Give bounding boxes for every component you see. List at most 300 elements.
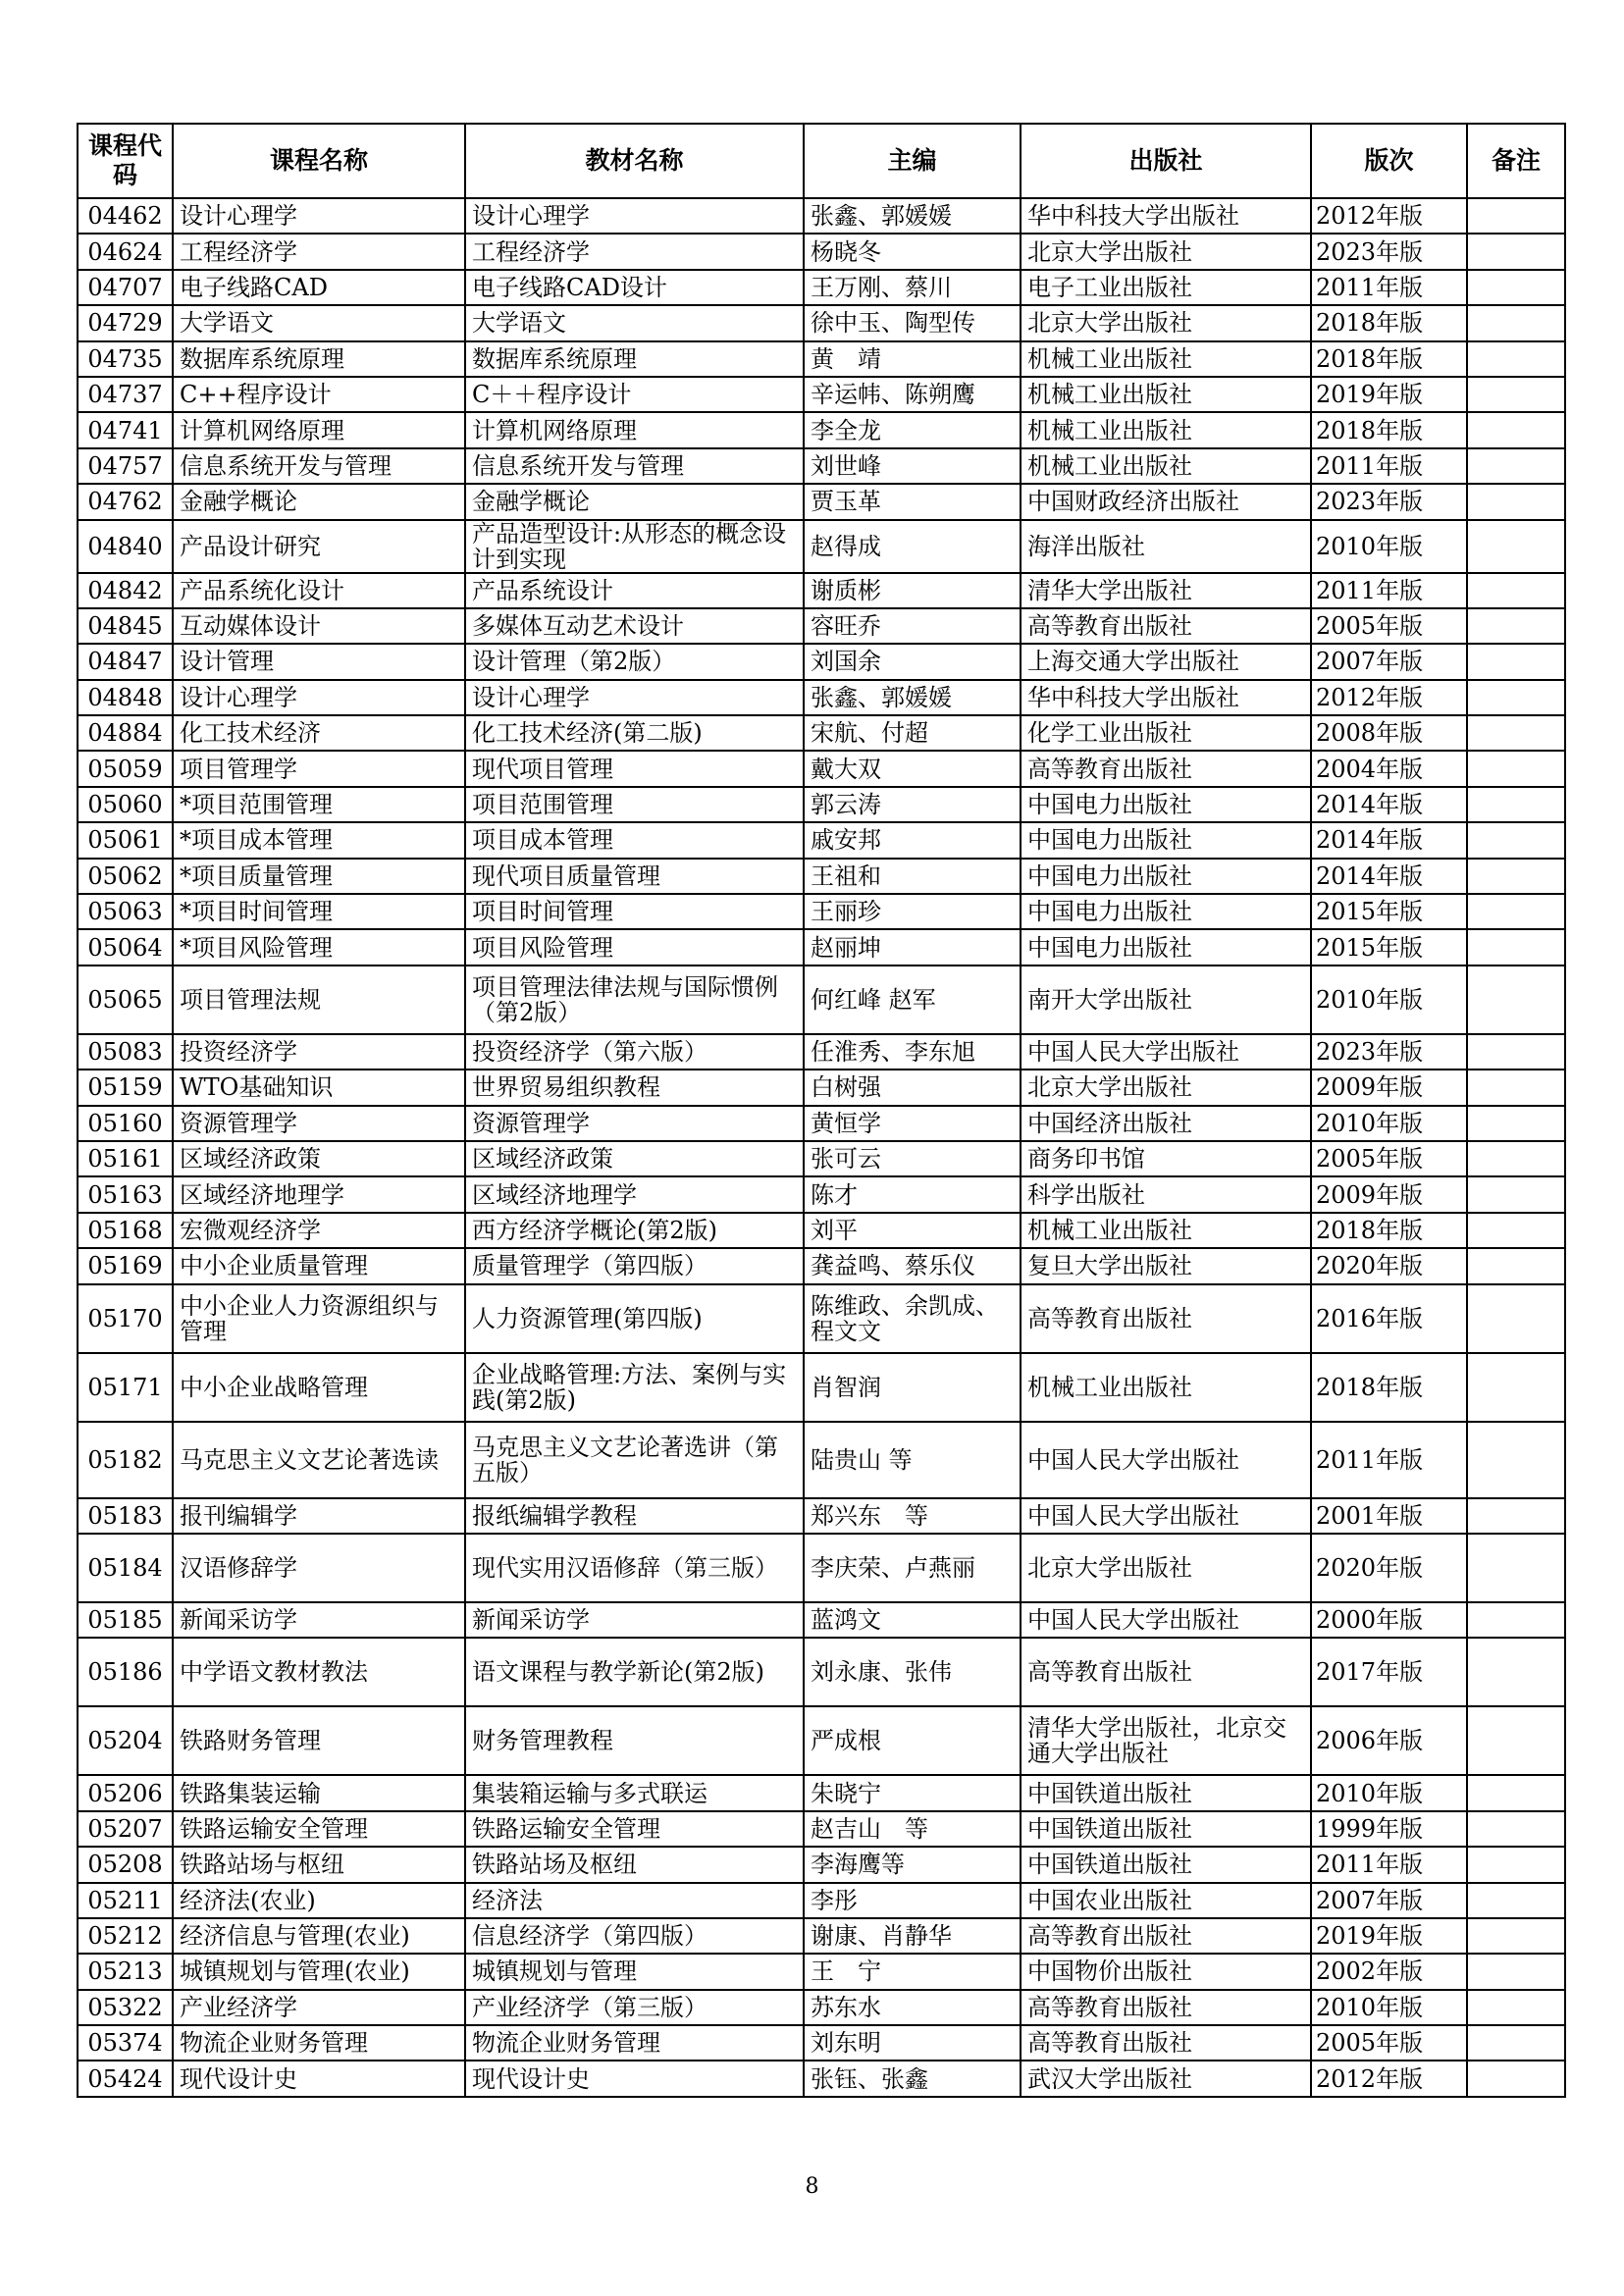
edition-cell: 2014年版: [1311, 822, 1467, 858]
editor-cell: 辛运帏、陈朔鹰: [804, 377, 1021, 412]
textbook-table: [77, 123, 1566, 2098]
textbook-name-cell: 西方经济学概论(第2版): [465, 1213, 804, 1248]
edition-cell: 2012年版: [1311, 2061, 1467, 2096]
course-name-cell: 区域经济政策: [173, 1141, 465, 1176]
course-code-cell: 04845: [78, 608, 173, 644]
table-row: [78, 1883, 1565, 1918]
course-name-cell: 项目管理法规: [173, 965, 465, 1034]
editor-cell: 刘平: [804, 1213, 1021, 1248]
textbook-name-cell: 现代项目管理: [465, 751, 804, 786]
course-code-cell: 05171: [78, 1353, 173, 1422]
textbook-name-cell: 企业战略管理:方法、案例与实践(第2版): [465, 1353, 804, 1422]
course-code-cell: 05064: [78, 929, 173, 965]
remark-cell: [1467, 1954, 1565, 1989]
edition-cell: 2006年版: [1311, 1706, 1467, 1775]
remark-cell: [1467, 1534, 1565, 1602]
course-code-cell: 05204: [78, 1706, 173, 1775]
course-name-cell: 新闻采访学: [173, 1602, 465, 1638]
course-code-cell: 05186: [78, 1638, 173, 1706]
editor-cell: 赵吉山 等: [804, 1811, 1021, 1847]
edition-cell: 2018年版: [1311, 341, 1467, 377]
publisher-cell: 中国物价出版社: [1021, 1954, 1311, 1989]
table-row: [78, 1498, 1565, 1534]
table-row: [78, 1284, 1565, 1353]
edition-cell: 2011年版: [1311, 448, 1467, 484]
course-name-cell: *项目风险管理: [173, 929, 465, 965]
publisher-cell: 中国电力出版社: [1021, 822, 1311, 858]
textbook-name-cell: 报纸编辑学教程: [465, 1498, 804, 1534]
publisher-cell: 中国经济出版社: [1021, 1106, 1311, 1141]
remark-cell: [1467, 1034, 1565, 1070]
header-course-name: 课程名称: [173, 124, 465, 198]
editor-cell: 王丽珍: [804, 894, 1021, 929]
textbook-name-cell: 信息系统开发与管理: [465, 448, 804, 484]
editor-cell: 郑兴东 等: [804, 1498, 1021, 1534]
course-code-cell: 05062: [78, 859, 173, 894]
remark-cell: [1467, 644, 1565, 679]
course-name-cell: 经济信息与管理(农业): [173, 1918, 465, 1954]
textbook-name-cell: 新闻采访学: [465, 1602, 804, 1638]
editor-cell: 陆贵山 等: [804, 1422, 1021, 1498]
table-row: [78, 520, 1565, 573]
course-name-cell: *项目范围管理: [173, 787, 465, 822]
course-code-cell: 04729: [78, 305, 173, 340]
remark-cell: [1467, 787, 1565, 822]
edition-cell: 2007年版: [1311, 644, 1467, 679]
editor-cell: 宋航、付超: [804, 715, 1021, 751]
edition-cell: 2001年版: [1311, 1498, 1467, 1534]
edition-cell: 2010年版: [1311, 1990, 1467, 2025]
course-code-cell: 04735: [78, 341, 173, 377]
remark-cell: [1467, 859, 1565, 894]
textbook-name-cell: 设计心理学: [465, 680, 804, 715]
table-row: [78, 1248, 1565, 1283]
editor-cell: 王 宁: [804, 1954, 1021, 1989]
publisher-cell: 化学工业出版社: [1021, 715, 1311, 751]
editor-cell: 黄恒学: [804, 1106, 1021, 1141]
course-name-cell: C++程序设计: [173, 377, 465, 412]
remark-cell: [1467, 573, 1565, 608]
course-code-cell: 05160: [78, 1106, 173, 1141]
editor-cell: 肖智润: [804, 1353, 1021, 1422]
textbook-name-cell: 大学语文: [465, 305, 804, 340]
remark-cell: [1467, 1775, 1565, 1810]
publisher-cell: 北京大学出版社: [1021, 1534, 1311, 1602]
publisher-cell: 机械工业出版社: [1021, 341, 1311, 377]
course-code-cell: 05206: [78, 1775, 173, 1810]
course-code-cell: 04757: [78, 448, 173, 484]
textbook-name-cell: 产品系统设计: [465, 573, 804, 608]
course-name-cell: 投资经济学: [173, 1034, 465, 1070]
textbook-name-cell: 数据库系统原理: [465, 341, 804, 377]
editor-cell: 任淮秀、李东旭: [804, 1034, 1021, 1070]
remark-cell: [1467, 270, 1565, 305]
edition-cell: 2023年版: [1311, 234, 1467, 269]
editor-cell: 李全龙: [804, 412, 1021, 447]
table-row: [78, 859, 1565, 894]
table-row: [78, 1353, 1565, 1422]
table-row: [78, 412, 1565, 447]
course-code-cell: 05322: [78, 1990, 173, 2025]
publisher-cell: 南开大学出版社: [1021, 965, 1311, 1034]
remark-cell: [1467, 822, 1565, 858]
textbook-name-cell: 区域经济地理学: [465, 1176, 804, 1212]
course-name-cell: 产品设计研究: [173, 520, 465, 573]
table-body: [78, 198, 1565, 2097]
textbook-name-cell: 现代实用汉语修辞（第三版）: [465, 1534, 804, 1602]
course-code-cell: 05169: [78, 1248, 173, 1283]
remark-cell: [1467, 1990, 1565, 2025]
table-row: [78, 341, 1565, 377]
publisher-cell: 华中科技大学出版社: [1021, 680, 1311, 715]
remark-cell: [1467, 1106, 1565, 1141]
editor-cell: 李庆荣、卢燕丽: [804, 1534, 1021, 1602]
course-name-cell: 马克思主义文艺论著选读: [173, 1422, 465, 1498]
publisher-cell: 清华大学出版社: [1021, 573, 1311, 608]
edition-cell: 2000年版: [1311, 1602, 1467, 1638]
course-name-cell: 汉语修辞学: [173, 1534, 465, 1602]
editor-cell: 张鑫、郭媛媛: [804, 680, 1021, 715]
remark-cell: [1467, 305, 1565, 340]
textbook-name-cell: 集装箱运输与多式联运: [465, 1775, 804, 1810]
course-code-cell: 05213: [78, 1954, 173, 1989]
course-name-cell: 金融学概论: [173, 484, 465, 519]
publisher-cell: 武汉大学出版社: [1021, 2061, 1311, 2096]
course-name-cell: 铁路运输安全管理: [173, 1811, 465, 1847]
remark-cell: [1467, 520, 1565, 573]
edition-cell: 2005年版: [1311, 1141, 1467, 1176]
course-name-cell: 设计心理学: [173, 680, 465, 715]
textbook-name-cell: 城镇规划与管理: [465, 1954, 804, 1989]
remark-cell: [1467, 484, 1565, 519]
remark-cell: [1467, 2025, 1565, 2061]
course-code-cell: 05161: [78, 1141, 173, 1176]
editor-cell: 郭云涛: [804, 787, 1021, 822]
table-row: [78, 965, 1565, 1034]
publisher-cell: 复旦大学出版社: [1021, 1248, 1311, 1283]
table-row: [78, 608, 1565, 644]
course-code-cell: 05061: [78, 822, 173, 858]
edition-cell: 2016年版: [1311, 1284, 1467, 1353]
table-row: [78, 377, 1565, 412]
course-code-cell: 05065: [78, 965, 173, 1034]
editor-cell: 黄 靖: [804, 341, 1021, 377]
publisher-cell: 中国人民大学出版社: [1021, 1498, 1311, 1534]
remark-cell: [1467, 198, 1565, 234]
remark-cell: [1467, 1847, 1565, 1882]
remark-cell: [1467, 751, 1565, 786]
course-code-cell: 05424: [78, 2061, 173, 2096]
course-name-cell: 中小企业质量管理: [173, 1248, 465, 1283]
editor-cell: 赵得成: [804, 520, 1021, 573]
publisher-cell: 北京大学出版社: [1021, 234, 1311, 269]
remark-cell: [1467, 1706, 1565, 1775]
course-code-cell: 04762: [78, 484, 173, 519]
editor-cell: 张鑫、郭媛媛: [804, 198, 1021, 234]
edition-cell: 2005年版: [1311, 2025, 1467, 2061]
page-number: 8: [805, 2174, 819, 2199]
editor-cell: 刘东明: [804, 2025, 1021, 2061]
remark-cell: [1467, 1498, 1565, 1534]
publisher-cell: 电子工业出版社: [1021, 270, 1311, 305]
course-name-cell: 铁路站场与枢纽: [173, 1847, 465, 1882]
editor-cell: 严成根: [804, 1706, 1021, 1775]
editor-cell: 李彤: [804, 1883, 1021, 1918]
editor-cell: 张钰、张鑫: [804, 2061, 1021, 2096]
edition-cell: 2010年版: [1311, 1106, 1467, 1141]
editor-cell: 杨晓冬: [804, 234, 1021, 269]
edition-cell: 2008年版: [1311, 715, 1467, 751]
publisher-cell: 中国铁道出版社: [1021, 1847, 1311, 1882]
course-name-cell: 报刊编辑学: [173, 1498, 465, 1534]
edition-cell: 2009年版: [1311, 1070, 1467, 1105]
table-row: [78, 1534, 1565, 1602]
edition-cell: 2018年版: [1311, 1213, 1467, 1248]
publisher-cell: 高等教育出版社: [1021, 1918, 1311, 1954]
table-row: [78, 680, 1565, 715]
course-name-cell: 产品系统化设计: [173, 573, 465, 608]
course-name-cell: 化工技术经济: [173, 715, 465, 751]
remark-cell: [1467, 680, 1565, 715]
edition-cell: 2020年版: [1311, 1248, 1467, 1283]
textbook-name-cell: 质量管理学（第四版）: [465, 1248, 804, 1283]
publisher-cell: 商务印书馆: [1021, 1141, 1311, 1176]
course-code-cell: 05207: [78, 1811, 173, 1847]
textbook-name-cell: 世界贸易组织教程: [465, 1070, 804, 1105]
remark-cell: [1467, 341, 1565, 377]
edition-cell: 2010年版: [1311, 965, 1467, 1034]
remark-cell: [1467, 715, 1565, 751]
remark-cell: [1467, 1176, 1565, 1212]
course-name-cell: WTO基础知识: [173, 1070, 465, 1105]
textbook-name-cell: 投资经济学（第六版）: [465, 1034, 804, 1070]
table-row: [78, 751, 1565, 786]
table-row: [78, 1213, 1565, 1248]
editor-cell: 徐中玉、陶型传: [804, 305, 1021, 340]
table-row: [78, 715, 1565, 751]
edition-cell: 2014年版: [1311, 859, 1467, 894]
course-name-cell: 产业经济学: [173, 1990, 465, 2025]
publisher-cell: 高等教育出版社: [1021, 608, 1311, 644]
course-name-cell: 数据库系统原理: [173, 341, 465, 377]
edition-cell: 2012年版: [1311, 198, 1467, 234]
remark-cell: [1467, 1284, 1565, 1353]
course-name-cell: 项目管理学: [173, 751, 465, 786]
textbook-name-cell: 铁路站场及枢纽: [465, 1847, 804, 1882]
edition-cell: 2007年版: [1311, 1883, 1467, 1918]
publisher-cell: 中国财政经济出版社: [1021, 484, 1311, 519]
table-row: [78, 2025, 1565, 2061]
publisher-cell: 机械工业出版社: [1021, 377, 1311, 412]
table-row: [78, 1070, 1565, 1105]
course-name-cell: 经济法(农业): [173, 1883, 465, 1918]
table-row: [78, 894, 1565, 929]
remark-cell: [1467, 377, 1565, 412]
edition-cell: 2018年版: [1311, 412, 1467, 447]
editor-cell: 张可云: [804, 1141, 1021, 1176]
edition-cell: 2023年版: [1311, 484, 1467, 519]
edition-cell: 2012年版: [1311, 680, 1467, 715]
table-row: [78, 822, 1565, 858]
editor-cell: 陈维政、余凯成、程文文: [804, 1284, 1021, 1353]
publisher-cell: 中国人民大学出版社: [1021, 1034, 1311, 1070]
course-code-cell: 05184: [78, 1534, 173, 1602]
editor-cell: 赵丽坤: [804, 929, 1021, 965]
editor-cell: 苏东水: [804, 1990, 1021, 2025]
textbook-name-cell: 现代设计史: [465, 2061, 804, 2096]
table-row: [78, 484, 1565, 519]
course-name-cell: 城镇规划与管理(农业): [173, 1954, 465, 1989]
publisher-cell: 中国人民大学出版社: [1021, 1602, 1311, 1638]
editor-cell: 刘永康、张伟: [804, 1638, 1021, 1706]
course-name-cell: 现代设计史: [173, 2061, 465, 2096]
edition-cell: 2010年版: [1311, 1775, 1467, 1810]
editor-cell: 朱晓宁: [804, 1775, 1021, 1810]
course-code-cell: 04624: [78, 234, 173, 269]
publisher-cell: 机械工业出版社: [1021, 1213, 1311, 1248]
publisher-cell: 北京大学出版社: [1021, 305, 1311, 340]
remark-cell: [1467, 1070, 1565, 1105]
textbook-name-cell: 产品造型设计:从形态的概念设计到实现: [465, 520, 804, 573]
editor-cell: 容旺乔: [804, 608, 1021, 644]
course-code-cell: 05168: [78, 1213, 173, 1248]
textbook-name-cell: 产业经济学（第三版）: [465, 1990, 804, 2025]
edition-cell: 2018年版: [1311, 305, 1467, 340]
edition-cell: 2011年版: [1311, 1422, 1467, 1498]
course-name-cell: 铁路集装运输: [173, 1775, 465, 1810]
course-name-cell: 工程经济学: [173, 234, 465, 269]
course-name-cell: 信息系统开发与管理: [173, 448, 465, 484]
table-row: [78, 1602, 1565, 1638]
textbook-name-cell: 金融学概论: [465, 484, 804, 519]
table-row: [78, 787, 1565, 822]
course-code-cell: 05170: [78, 1284, 173, 1353]
textbook-name-cell: 语文课程与教学新论(第2版): [465, 1638, 804, 1706]
textbook-name-cell: 铁路运输安全管理: [465, 1811, 804, 1847]
remark-cell: [1467, 234, 1565, 269]
table-row: [78, 1176, 1565, 1212]
publisher-cell: 机械工业出版社: [1021, 448, 1311, 484]
course-name-cell: 计算机网络原理: [173, 412, 465, 447]
table-row: [78, 929, 1565, 965]
remark-cell: [1467, 1422, 1565, 1498]
textbook-name-cell: 区域经济政策: [465, 1141, 804, 1176]
remark-cell: [1467, 1811, 1565, 1847]
edition-cell: 2002年版: [1311, 1954, 1467, 1989]
edition-cell: 2018年版: [1311, 1353, 1467, 1422]
course-name-cell: 资源管理学: [173, 1106, 465, 1141]
textbook-name-cell: 项目成本管理: [465, 822, 804, 858]
edition-cell: 2010年版: [1311, 520, 1467, 573]
table-row: [78, 573, 1565, 608]
edition-cell: 2023年版: [1311, 1034, 1467, 1070]
table-row: [78, 1954, 1565, 1989]
edition-cell: 2019年版: [1311, 377, 1467, 412]
textbook-name-cell: 设计管理（第2版）: [465, 644, 804, 679]
publisher-cell: 中国铁道出版社: [1021, 1811, 1311, 1847]
publisher-cell: 高等教育出版社: [1021, 1284, 1311, 1353]
course-name-cell: 互动媒体设计: [173, 608, 465, 644]
publisher-cell: 中国电力出版社: [1021, 894, 1311, 929]
course-name-cell: 中小企业战略管理: [173, 1353, 465, 1422]
editor-cell: 戚安邦: [804, 822, 1021, 858]
course-code-cell: 04884: [78, 715, 173, 751]
remark-cell: [1467, 412, 1565, 447]
publisher-cell: 科学出版社: [1021, 1176, 1311, 1212]
header-row: [78, 124, 1565, 198]
textbook-name-cell: 多媒体互动艺术设计: [465, 608, 804, 644]
table-row: [78, 448, 1565, 484]
course-code-cell: 04462: [78, 198, 173, 234]
header-remark: 备注: [1467, 124, 1565, 198]
publisher-cell: 高等教育出版社: [1021, 1638, 1311, 1706]
edition-cell: 2004年版: [1311, 751, 1467, 786]
publisher-cell: 上海交通大学出版社: [1021, 644, 1311, 679]
course-code-cell: 04840: [78, 520, 173, 573]
publisher-cell: 中国电力出版社: [1021, 859, 1311, 894]
course-code-cell: 05060: [78, 787, 173, 822]
edition-cell: 2009年版: [1311, 1176, 1467, 1212]
course-name-cell: *项目质量管理: [173, 859, 465, 894]
course-name-cell: 区域经济地理学: [173, 1176, 465, 1212]
course-name-cell: 物流企业财务管理: [173, 2025, 465, 2061]
edition-cell: 2005年版: [1311, 608, 1467, 644]
textbook-name-cell: 现代项目质量管理: [465, 859, 804, 894]
course-code-cell: 05063: [78, 894, 173, 929]
textbook-name-cell: 物流企业财务管理: [465, 2025, 804, 2061]
table-row: [78, 1034, 1565, 1070]
course-name-cell: 中小企业人力资源组织与管理: [173, 1284, 465, 1353]
course-code-cell: 04741: [78, 412, 173, 447]
editor-cell: 龚益鸣、蔡乐仪: [804, 1248, 1021, 1283]
textbook-name-cell: 经济法: [465, 1883, 804, 1918]
course-code-cell: 05182: [78, 1422, 173, 1498]
course-code-cell: 04707: [78, 270, 173, 305]
course-name-cell: 中学语文教材教法: [173, 1638, 465, 1706]
textbook-name-cell: 人力资源管理(第四版): [465, 1284, 804, 1353]
editor-cell: 王万刚、蔡川: [804, 270, 1021, 305]
header-editor: 主编: [804, 124, 1021, 198]
header-course-code: 课程代码: [78, 124, 173, 198]
publisher-cell: 机械工业出版社: [1021, 412, 1311, 447]
table-row: [78, 270, 1565, 305]
textbook-name-cell: 项目范围管理: [465, 787, 804, 822]
table-row: [78, 1918, 1565, 1954]
publisher-cell: 中国电力出版社: [1021, 787, 1311, 822]
course-code-cell: 05163: [78, 1176, 173, 1212]
course-code-cell: 04847: [78, 644, 173, 679]
table-row: [78, 1847, 1565, 1882]
table-row: [78, 1775, 1565, 1810]
table-row: [78, 234, 1565, 269]
textbook-name-cell: 信息经济学（第四版）: [465, 1918, 804, 1954]
table-row: [78, 1706, 1565, 1775]
remark-cell: [1467, 608, 1565, 644]
edition-cell: 1999年版: [1311, 1811, 1467, 1847]
editor-cell: 刘国余: [804, 644, 1021, 679]
edition-cell: 2017年版: [1311, 1638, 1467, 1706]
editor-cell: 王祖和: [804, 859, 1021, 894]
course-name-cell: 设计管理: [173, 644, 465, 679]
table-row: [78, 1106, 1565, 1141]
course-name-cell: 大学语文: [173, 305, 465, 340]
table-row: [78, 1638, 1565, 1706]
editor-cell: 何红峰 赵军: [804, 965, 1021, 1034]
remark-cell: [1467, 965, 1565, 1034]
course-name-cell: *项目时间管理: [173, 894, 465, 929]
table-row: [78, 198, 1565, 234]
remark-cell: [1467, 1353, 1565, 1422]
